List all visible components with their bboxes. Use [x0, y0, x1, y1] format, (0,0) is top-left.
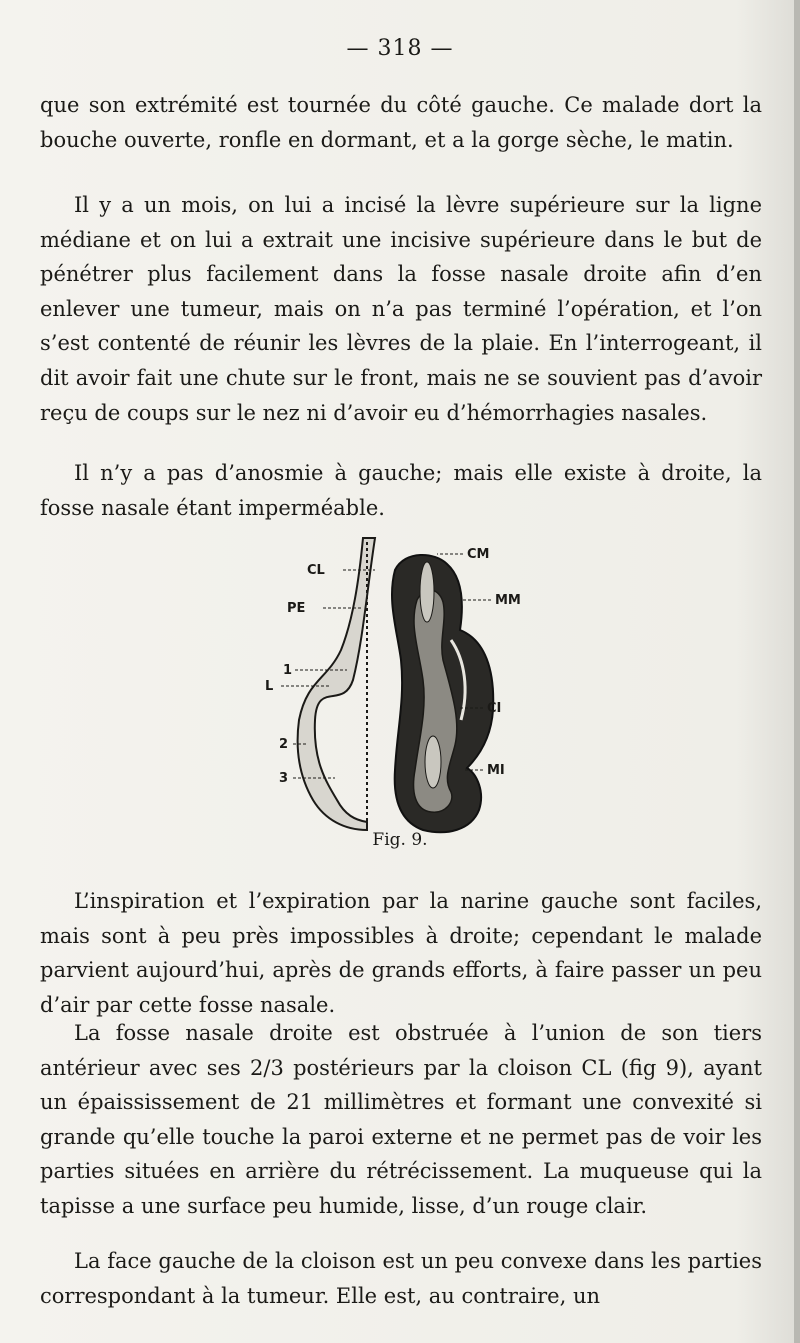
label-mm: MM	[495, 593, 521, 608]
figure-9	[255, 530, 555, 852]
paragraph-3: Il n’y a pas d’anosmie à gauche; mais elle existe à droite, la fosse nasale étant imperméable.	[40, 461, 762, 520]
label-pe: PE	[287, 601, 306, 616]
label-cl: CL	[307, 563, 325, 578]
label-ci: CI	[487, 701, 502, 716]
label-1: 1	[283, 663, 293, 678]
page-edge	[794, 0, 800, 1343]
label-l: L	[265, 679, 274, 694]
paragraph-1: que son extrémité est tournée du côté gauche. Ce malade dort la bouche ouverte, ronfle en dormant, et a la gorge sèche, le matin.	[40, 93, 762, 152]
paragraph-2: Il y a un mois, on lui a incisé la lèvre supérieure sur la ligne médiane et on lui a extrait une incisive supérieure dans le but de pénétrer plus facilement dans la fosse nasale droite afin d’en enlever une tumeur, mais on n’a pas terminé l’opération, et l’on s’est contenté de réunir les lèvres de la plaie. En l’interrogeant, il dit avoir fait une chute sur le front, mais ne se souvient pas d’avoir reçu de coups sur le nez ni d’avoir eu d’hémorrhagies nasales.	[40, 193, 762, 425]
page-number: — 318 —	[346, 36, 454, 61]
label-3: 3	[279, 771, 289, 786]
paragraph-5: La fosse nasale droite est obstruée à l’union de son tiers antérieur avec ses 2/3 postérieurs par la cloison CL (fig 9), ayant un épaississement de 21 millimètres et formant une convexité si grande qu’elle touche la paroi externe et ne permet pas de voir les parties situées en arrière du rétrécissement. La muqueuse qui la tapisse a une surface peu humide, lisse, d’un rouge clair.	[40, 1021, 762, 1218]
label-2: 2	[279, 737, 289, 752]
lower-mucosa	[425, 736, 441, 788]
paragraph-4: L’inspiration et l’expiration par la narine gauche sont faciles, mais sont à peu près impossibles à droite; cependant le malade parvient aujourd’hui, après de grands efforts, à faire passer un peu d’air par cette fosse nasale.	[40, 889, 762, 1017]
septum-shape	[298, 538, 375, 830]
figure-caption: Fig. 9.	[372, 830, 428, 850]
nasal-cavity-illustration	[255, 530, 555, 852]
label-mi: MI	[487, 763, 505, 778]
upper-mucosa	[420, 562, 434, 622]
paragraph-6: La face gauche de la cloison est un peu convexe dans les parties correspondant à la tumeur. Elle est, au contraire, un	[40, 1249, 762, 1308]
label-cm: CM	[467, 547, 490, 562]
